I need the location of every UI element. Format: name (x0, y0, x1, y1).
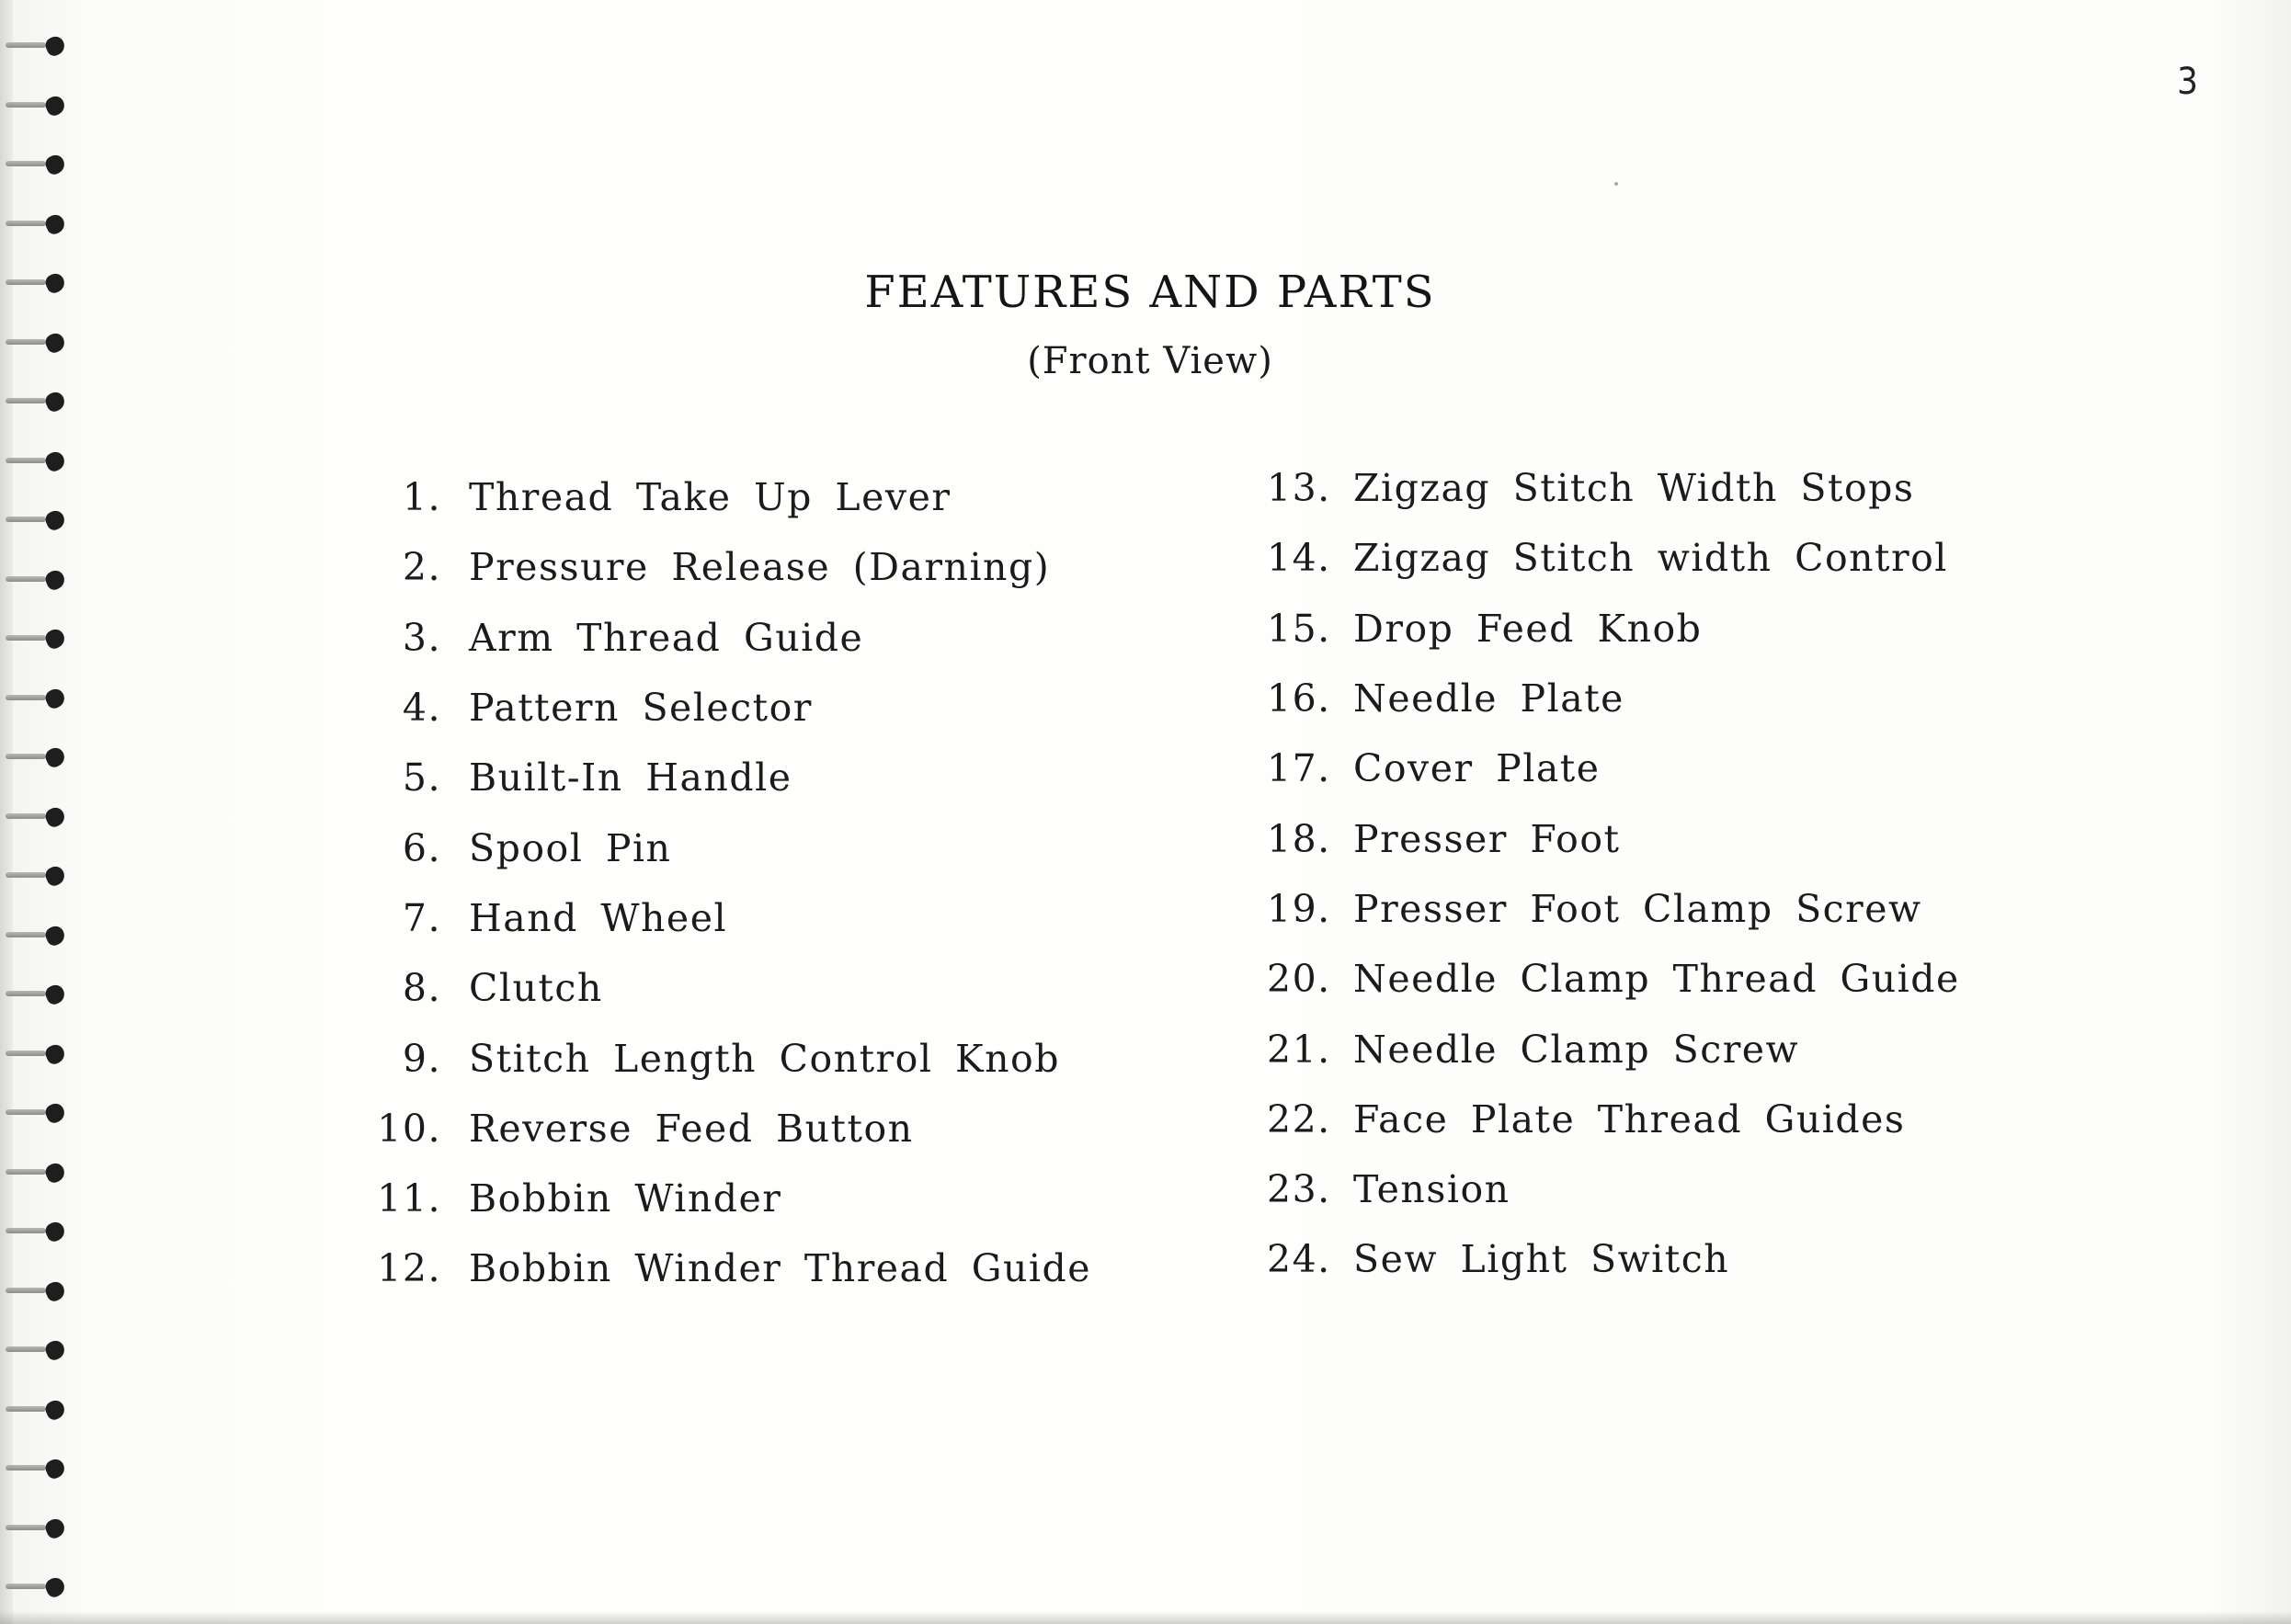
part-label: Clutch (469, 966, 603, 1011)
coil-hole (43, 1160, 68, 1185)
part-item-4 (368, 673, 1091, 743)
part-number: 14. (1267, 536, 1331, 581)
part-label: Pressure Release (Darning) (469, 545, 1051, 590)
binding-coil (6, 391, 70, 415)
coil-wire (6, 1228, 46, 1233)
coil-hole (43, 1397, 68, 1422)
binding-coil (6, 153, 70, 177)
coil-wire (6, 42, 46, 48)
binding-coil (6, 213, 70, 237)
binding-coil (6, 687, 70, 711)
part-item-12 (368, 1233, 1091, 1303)
part-number: 4. (402, 686, 441, 731)
coil-hole (43, 34, 68, 59)
part-item-9 (368, 1023, 1091, 1093)
part-label: Bobbin Winder (469, 1176, 782, 1221)
part-number: 13. (1267, 466, 1331, 511)
part-number: 11. (377, 1176, 441, 1221)
binding-coil (6, 1399, 70, 1423)
coil-wire (6, 1109, 46, 1115)
part-number: 3. (402, 615, 441, 660)
binding-coil (6, 1458, 70, 1482)
coil-hole (43, 982, 68, 1007)
coil-wire (6, 754, 46, 759)
binding-coil (6, 1576, 70, 1600)
part-item-24 (1250, 1224, 1960, 1294)
coil-hole (43, 93, 68, 118)
part-number: 5. (402, 755, 441, 801)
coil-wire (6, 695, 46, 700)
part-number: 6. (402, 825, 441, 870)
part-label: Cover Plate (1353, 746, 1601, 791)
coil-hole (43, 804, 68, 829)
coil-hole (43, 1457, 68, 1482)
part-number: 19. (1267, 886, 1331, 931)
part-number: 1. (402, 475, 441, 520)
coil-hole (43, 923, 68, 948)
coil-hole (43, 390, 68, 415)
part-number: 18. (1267, 816, 1331, 861)
part-item-7 (368, 883, 1091, 953)
part-label: Reverse Feed Button (469, 1106, 914, 1151)
part-item-19 (1250, 874, 1960, 944)
parts-list-left (368, 462, 1091, 1304)
coil-hole (43, 211, 68, 236)
coil-hole (43, 153, 68, 177)
binding-coil (6, 569, 70, 593)
coil-wire (6, 1584, 46, 1589)
binding-coil (6, 1280, 70, 1304)
binding-coil (6, 35, 70, 59)
coil-hole (43, 627, 68, 652)
part-number: 16. (1267, 676, 1331, 721)
coil-hole (43, 745, 68, 770)
part-label: Drop Feed Knob (1353, 606, 1703, 651)
coil-hole (43, 1041, 68, 1066)
part-number: 12. (377, 1246, 441, 1291)
binding-coil (6, 865, 70, 889)
part-label: Presser Foot (1353, 816, 1621, 861)
coil-wire (6, 1288, 46, 1293)
coil-wire (6, 517, 46, 522)
binding-coil (6, 746, 70, 770)
part-label: Hand Wheel (469, 895, 728, 940)
part-label: Pattern Selector (469, 686, 813, 731)
coil-hole (43, 508, 68, 533)
part-label: Presser Foot Clamp Screw (1353, 886, 1922, 931)
part-number: 21. (1267, 1027, 1331, 1072)
part-number: 2. (402, 545, 441, 590)
part-label: Needle Clamp Thread Guide (1353, 957, 1960, 1002)
coil-wire (6, 221, 46, 226)
part-label: Needle Plate (1353, 676, 1624, 721)
coil-wire (6, 932, 46, 937)
coil-wire (6, 161, 46, 166)
part-label: Face Plate Thread Guides (1353, 1096, 1906, 1141)
coil-wire (6, 635, 46, 641)
part-item-10 (368, 1094, 1091, 1164)
part-item-11 (368, 1164, 1091, 1233)
part-number: 22. (1267, 1096, 1331, 1141)
part-number: 17. (1267, 746, 1331, 791)
part-item-1 (368, 462, 1091, 532)
coil-hole (43, 1101, 68, 1126)
coil-wire (6, 576, 46, 582)
coil-wire (6, 1525, 46, 1530)
part-item-2 (368, 532, 1091, 602)
part-number: 15. (1267, 606, 1331, 651)
parts-list-right (1250, 453, 1960, 1295)
part-item-5 (368, 743, 1091, 812)
binding-coil (6, 1043, 70, 1067)
coil-wire (6, 991, 46, 996)
coil-hole (43, 1278, 68, 1303)
part-label: Stitch Length Control Knob (469, 1036, 1060, 1081)
part-item-22 (1250, 1085, 1960, 1154)
coil-wire (6, 872, 46, 878)
coil-wire (6, 1346, 46, 1352)
part-number: 8. (402, 966, 441, 1011)
coil-wire (6, 1050, 46, 1056)
part-number: 20. (1267, 957, 1331, 1002)
part-item-16 (1250, 664, 1960, 733)
coil-wire (6, 458, 46, 463)
coil-wire (6, 1169, 46, 1175)
part-item-17 (1250, 733, 1960, 803)
binding-coil (6, 1339, 70, 1363)
coil-hole (43, 449, 68, 473)
part-label: Needle Clamp Screw (1353, 1027, 1800, 1072)
part-label: Arm Thread Guide (469, 615, 864, 660)
page-number: 3 (2177, 61, 2198, 103)
binding-coil (6, 925, 70, 948)
part-item-21 (1250, 1014, 1960, 1084)
part-label: Spool Pin (469, 825, 672, 870)
coil-hole (43, 567, 68, 592)
part-label: Sew Light Switch (1353, 1237, 1730, 1282)
part-item-6 (368, 812, 1091, 882)
page-title: FEATURES AND PARTS (864, 267, 1436, 318)
part-number: 9. (402, 1036, 441, 1081)
part-label: Bobbin Winder Thread Guide (469, 1246, 1092, 1291)
binding-coil (6, 1221, 70, 1244)
coil-wire (6, 102, 46, 108)
page-subtitle: (Front View) (1027, 340, 1273, 382)
part-item-13 (1250, 453, 1960, 523)
coil-hole (43, 1338, 68, 1363)
binding-coil (6, 983, 70, 1007)
part-number: 24. (1267, 1237, 1331, 1282)
coil-wire (6, 1465, 46, 1471)
part-item-8 (368, 953, 1091, 1023)
coil-wire (6, 398, 46, 403)
paper-speck (1614, 182, 1618, 186)
part-label: Zigzag Stitch Width Stops (1353, 466, 1915, 511)
coil-hole (43, 1220, 68, 1244)
part-number: 23. (1267, 1167, 1331, 1212)
part-label: Thread Take Up Lever (469, 475, 952, 520)
binding-coil (6, 450, 70, 474)
part-item-23 (1250, 1154, 1960, 1224)
coil-hole (43, 1516, 68, 1540)
coil-hole (43, 864, 68, 889)
part-label: Built-In Handle (469, 755, 792, 801)
part-item-3 (368, 603, 1091, 673)
part-item-18 (1250, 803, 1960, 873)
binding-coil (6, 806, 70, 830)
part-item-14 (1250, 523, 1960, 593)
part-label: Zigzag Stitch width Control (1353, 536, 1948, 581)
coil-wire (6, 813, 46, 819)
page-bottom-edge (0, 1611, 2291, 1624)
spiral-binding (0, 0, 83, 1624)
binding-coil (6, 509, 70, 533)
coil-wire (6, 1406, 46, 1412)
binding-coil (6, 1517, 70, 1541)
part-item-15 (1250, 594, 1960, 664)
part-label: Tension (1353, 1167, 1510, 1212)
binding-coil (6, 1162, 70, 1186)
binding-coil (6, 1102, 70, 1126)
coil-hole (43, 686, 68, 710)
binding-coil (6, 628, 70, 652)
part-number: 10. (377, 1106, 441, 1151)
coil-hole (43, 1575, 68, 1600)
binding-coil (6, 95, 70, 119)
part-item-20 (1250, 944, 1960, 1014)
part-number: 7. (402, 895, 441, 940)
